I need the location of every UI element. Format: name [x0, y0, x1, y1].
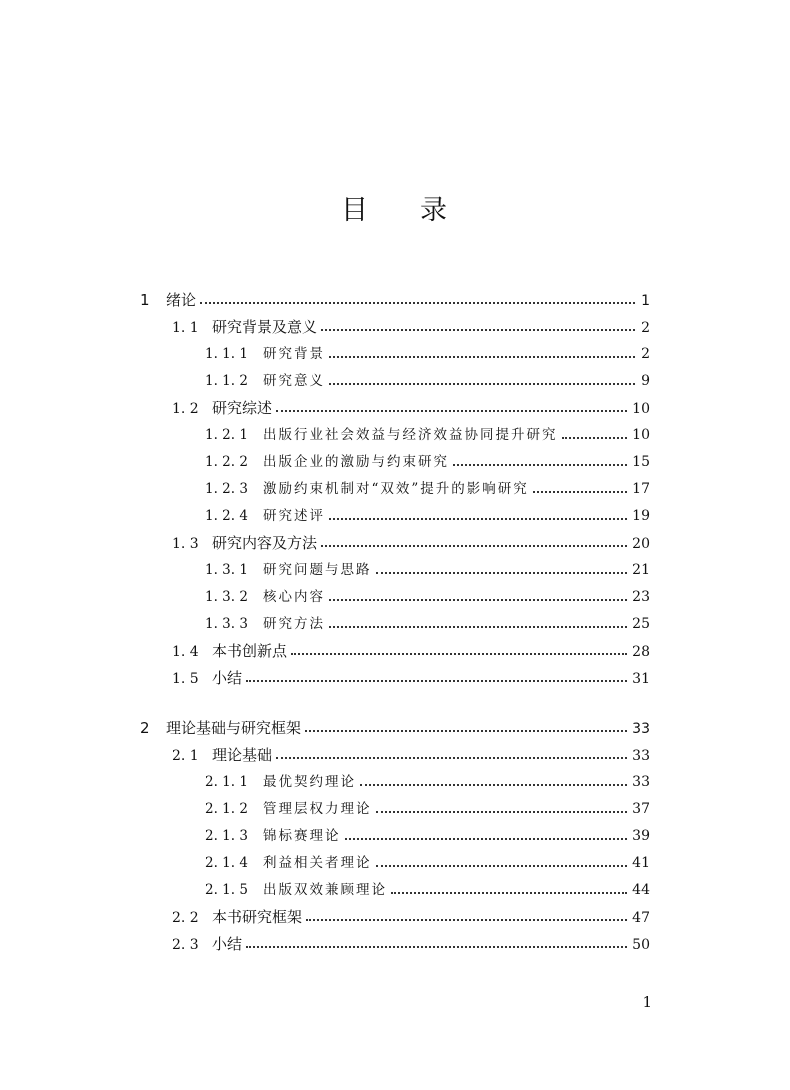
dot-leader	[329, 599, 627, 601]
toc-entry-sub[interactable]	[205, 424, 650, 446]
dot-leader	[321, 545, 627, 547]
toc-entry-sec[interactable]	[172, 316, 650, 338]
dot-leader	[329, 626, 627, 628]
toc-entry-label: 出版企业的激励与约束研究	[263, 454, 449, 470]
toc-entry-sub[interactable]	[205, 852, 650, 874]
dot-leader	[321, 329, 635, 331]
toc-entry-label: 研究综述	[212, 399, 273, 417]
toc-entry-sec[interactable]	[172, 667, 650, 689]
toc-entry-label: 最优契约理论	[263, 774, 356, 790]
toc-entry-label: 核心内容	[263, 589, 325, 605]
toc-entry-number: 1. 1. 1	[205, 346, 248, 362]
toc-entry-label: 研究问题与思路	[263, 562, 372, 578]
toc-entry-page: 31	[632, 671, 650, 687]
toc-entry-sub[interactable]	[205, 825, 650, 847]
toc-entry-label: 管理层权力理论	[263, 801, 372, 817]
dot-leader	[329, 383, 635, 385]
toc-entry-page: 47	[632, 910, 650, 926]
toc-entry-label: 理论基础与研究框架	[166, 719, 302, 737]
toc-entry-page: 50	[632, 937, 650, 953]
toc-entry-label: 研究方法	[263, 616, 325, 632]
toc-entry-number: 2. 1. 1	[205, 774, 248, 790]
toc-entry-number: 2. 1. 3	[205, 828, 248, 844]
toc-entry-number: 2. 1	[172, 748, 199, 764]
dot-leader	[562, 437, 628, 439]
toc-entry-number: 2. 2	[172, 910, 199, 926]
toc-entry-page: 10	[632, 401, 650, 417]
toc-entry-label: 研究背景及意义	[212, 318, 318, 336]
dot-leader	[376, 811, 628, 813]
toc-entry-number: 1. 2	[172, 401, 199, 417]
toc-entry-label: 锦标赛理论	[263, 828, 341, 844]
toc-entry-sec[interactable]	[172, 906, 650, 928]
toc-entry-sec[interactable]	[172, 744, 650, 766]
toc-entry-page: 25	[632, 616, 650, 632]
toc-entry-page: 28	[632, 644, 650, 660]
toc-entry-page: 2	[641, 346, 650, 362]
toc-entry-number: 1. 3. 1	[205, 562, 248, 578]
toc-entry-sub[interactable]	[205, 505, 650, 527]
toc-entry-page: 10	[632, 427, 650, 443]
title-char-1: 目	[341, 195, 370, 226]
toc-entry-page: 21	[632, 562, 650, 578]
toc-entry-label: 绪论	[166, 291, 197, 309]
toc-entry-number: 2. 1. 5	[205, 882, 248, 898]
toc-entry-ch[interactable]	[140, 289, 650, 311]
toc-entry-page: 2	[641, 320, 650, 336]
toc-entry-ch[interactable]	[140, 717, 650, 739]
dot-leader	[453, 464, 627, 466]
page-number: 1	[642, 993, 652, 1011]
dot-leader	[276, 757, 627, 759]
toc-entry-page: 15	[632, 454, 650, 470]
toc-entry-sec[interactable]	[172, 397, 650, 419]
toc-entry-number: 1. 1. 2	[205, 373, 248, 389]
toc-entry-page: 33	[632, 721, 650, 737]
toc-entry-number: 2. 1. 4	[205, 855, 248, 871]
toc-entry-sub[interactable]	[205, 613, 650, 635]
toc-entry-page: 41	[632, 855, 650, 871]
dot-leader	[305, 730, 627, 732]
toc-entry-number: 1. 4	[172, 644, 199, 660]
toc-entry-number: 1. 2. 2	[205, 454, 248, 470]
toc-entry-label: 利益相关者理论	[263, 855, 372, 871]
toc-entry-page: 44	[632, 882, 650, 898]
toc-entry-sub[interactable]	[205, 798, 650, 820]
toc-entry-label: 出版双效兼顾理论	[263, 882, 387, 898]
toc-entry-page: 33	[632, 748, 650, 764]
toc-entry-page: 1	[641, 293, 650, 309]
toc-entry-number: 2. 1. 2	[205, 801, 248, 817]
toc-entry-label: 本书研究框架	[212, 908, 303, 926]
dot-leader	[246, 680, 627, 682]
toc-entry-sub[interactable]	[205, 559, 650, 581]
dot-leader	[291, 653, 627, 655]
dot-leader	[533, 491, 627, 493]
toc-entry-page: 19	[632, 508, 650, 524]
toc-entry-number: 1. 5	[172, 671, 199, 687]
dot-leader	[329, 518, 627, 520]
toc-entry-page: 39	[632, 828, 650, 844]
dot-leader	[306, 919, 627, 921]
toc-entry-label: 出版行业社会效益与经济效益协同提升研究	[263, 427, 558, 443]
title-char-2: 录	[420, 195, 449, 226]
toc-entry-sub[interactable]	[205, 879, 650, 901]
toc-entry-label: 激励约束机制对“双效”提升的影响研究	[263, 481, 529, 497]
toc-entry-label: 研究内容及方法	[212, 534, 318, 552]
toc-entry-number: 2. 3	[172, 937, 199, 953]
toc-entry-page: 9	[641, 373, 650, 389]
toc-entry-sub[interactable]	[205, 478, 650, 500]
toc-entry-number: 1. 2. 1	[205, 427, 248, 443]
dot-leader	[391, 892, 627, 894]
dot-leader	[345, 838, 628, 840]
toc-entry-label: 研究述评	[263, 508, 325, 524]
dot-leader	[246, 946, 627, 948]
toc-entry-number: 1. 1	[172, 320, 199, 336]
dot-leader	[276, 410, 627, 412]
toc-entry-sec[interactable]	[172, 933, 650, 955]
toc-entry-page: 17	[632, 481, 650, 497]
toc-entry-label: 研究背景	[263, 346, 325, 362]
toc-entry-number: 1. 2. 3	[205, 481, 248, 497]
toc-entry-label: 理论基础	[212, 746, 273, 764]
toc-entry-number: 1. 3	[172, 536, 199, 552]
toc-entry-page: 23	[632, 589, 650, 605]
toc-entry-sub[interactable]	[205, 370, 650, 392]
toc-entry-page: 20	[632, 536, 650, 552]
dot-leader	[329, 356, 635, 358]
dot-leader	[376, 865, 628, 867]
toc-entry-label: 本书创新点	[212, 642, 288, 660]
toc-entry-sec[interactable]	[172, 640, 650, 662]
toc-entry-label: 小结	[212, 935, 243, 953]
toc-entry-number: 1	[140, 291, 150, 309]
toc-entry-sub[interactable]	[205, 343, 650, 365]
toc-entry-sec[interactable]	[172, 532, 650, 554]
toc-entry-page: 33	[632, 774, 650, 790]
toc-entry-number: 1. 3. 2	[205, 589, 248, 605]
toc-entry-number: 1. 2. 4	[205, 508, 248, 524]
toc-entry-label: 小结	[212, 669, 243, 687]
toc-entry-number: 2	[140, 719, 150, 737]
dot-leader	[360, 784, 627, 786]
toc-entry-page: 37	[632, 801, 650, 817]
toc-entry-number: 1. 3. 3	[205, 616, 248, 632]
dot-leader	[376, 572, 628, 574]
toc-entry-sub[interactable]	[205, 586, 650, 608]
toc-entry-sub[interactable]	[205, 771, 650, 793]
toc-entry-label: 研究意义	[263, 373, 325, 389]
toc-entry-sub[interactable]	[205, 451, 650, 473]
dot-leader	[200, 302, 635, 304]
